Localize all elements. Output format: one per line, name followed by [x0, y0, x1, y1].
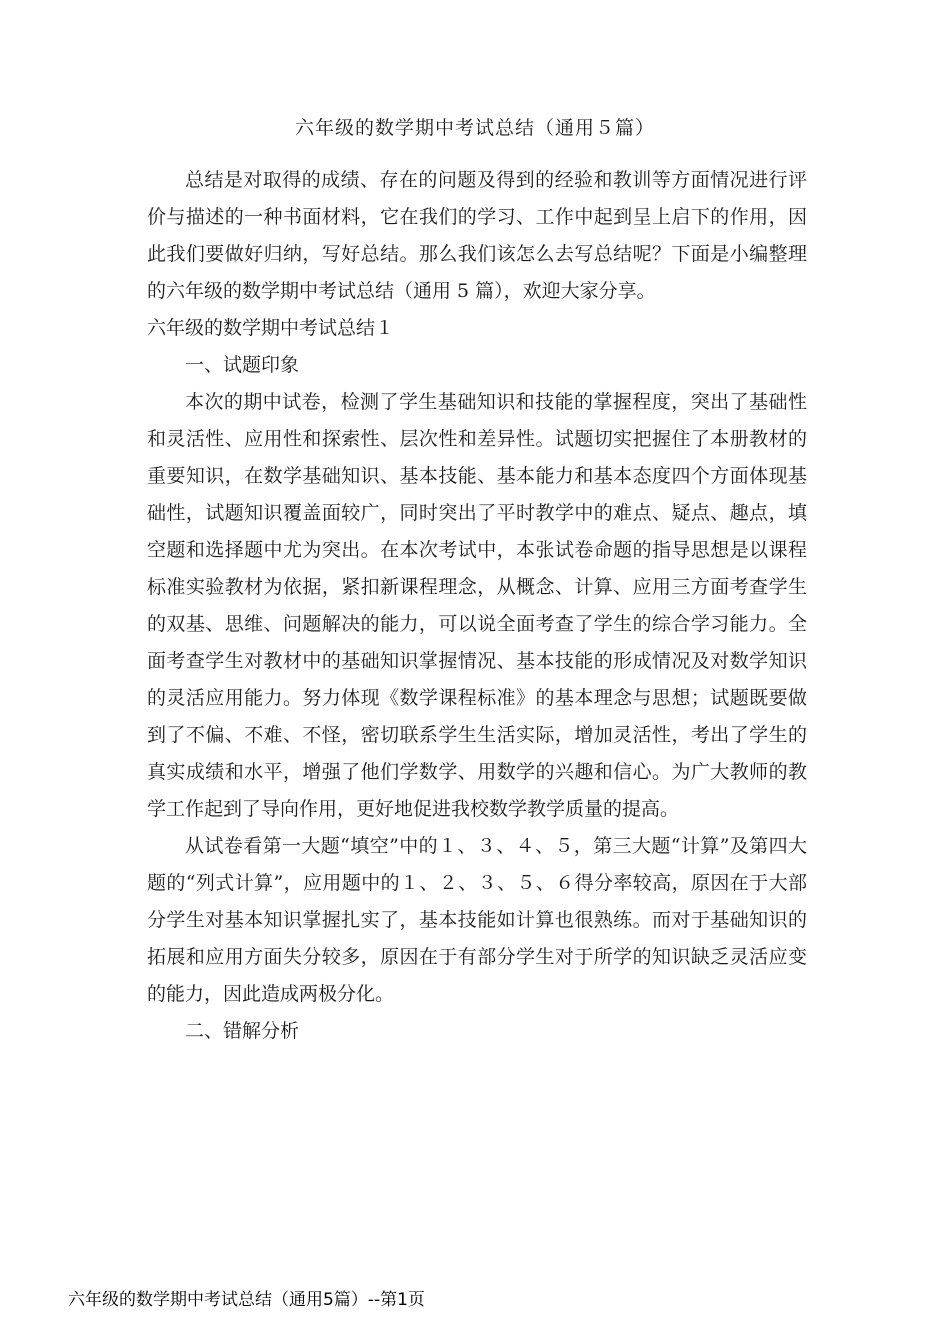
paragraph-score-analysis: 从试卷看第一大题“填空”中的１、３、４、５，第三大题“计算”及第四大题的“列式计算”，应用题中的１、２、３、５、６得分率较高，原因在于大部分学生对基本知识掌握扎实了，基本技能如计算也很熟练。而对于基础知识的拓展和应用方面失分较多，原因在于有部分学生对于所学的知识缺乏灵活应变的能力，因此造成两极分化。 [147, 835, 807, 1005]
subheading-error-analysis: 二、错解分析 [185, 1020, 300, 1042]
document-body [147, 162, 807, 1050]
paragraph-exam-impression: 本次的期中试卷，检测了学生基础知识和技能的掌握程度，突出了基础性和灵活性、应用性和探索性、层次性和差异性。试题切实把握住了本册教材的重要知识，在数学基础知识、基本技能、基本能力和基本态度四个方面体现基础性，试题知识覆盖面较广，同时突出了平时教学中的难点、疑点、趣点，填空题和选择题中尤为突出。在本次考试中，本张试卷命题的指导思想是以课程标准实验教材为依据，紧扣新课程理念，从概念、计算、应用三方面考查学生的双基、思维、问题解决的能力，可以说全面考查了学生的综合学习能力。全面考查学生对教材中的基础知识掌握情况、基本技能的形成情况及对数学知识的灵活应用能力。努力体现《数学课程标准》的基本理念与思想；试题既要做到了不偏、不难、不怪，密切联系学生生活实际，增加灵活性，考出了学生的真实成绩和水平，增强了他们学数学、用数学的兴趣和信心。为广大教师的教学工作起到了导向作用，更好地促进我校数学教学质量的提高。 [147, 391, 807, 820]
subheading-exam-impression: 一、试题印象 [185, 354, 300, 376]
document-title: 六年级的数学期中考试总结（通用５篇） [294, 117, 655, 139]
intro-paragraph: 总结是对取得的成绩、存在的问题及得到的经验和教训等方面情况进行评价与描述的一种书面材料，它在我们的学习、工作中起到呈上启下的作用，因此我们要做好归纳，写好总结。那么我们该怎么去写总结呢？下面是小编整理的六年级的数学期中考试总结（通用 5 篇），欢迎大家分享。 [147, 169, 807, 302]
page-footer: 六年级的数学期中考试总结（通用5篇）--第1页 [68, 1290, 425, 1310]
section-heading: 六年级的数学期中考试总结１ [147, 317, 395, 339]
